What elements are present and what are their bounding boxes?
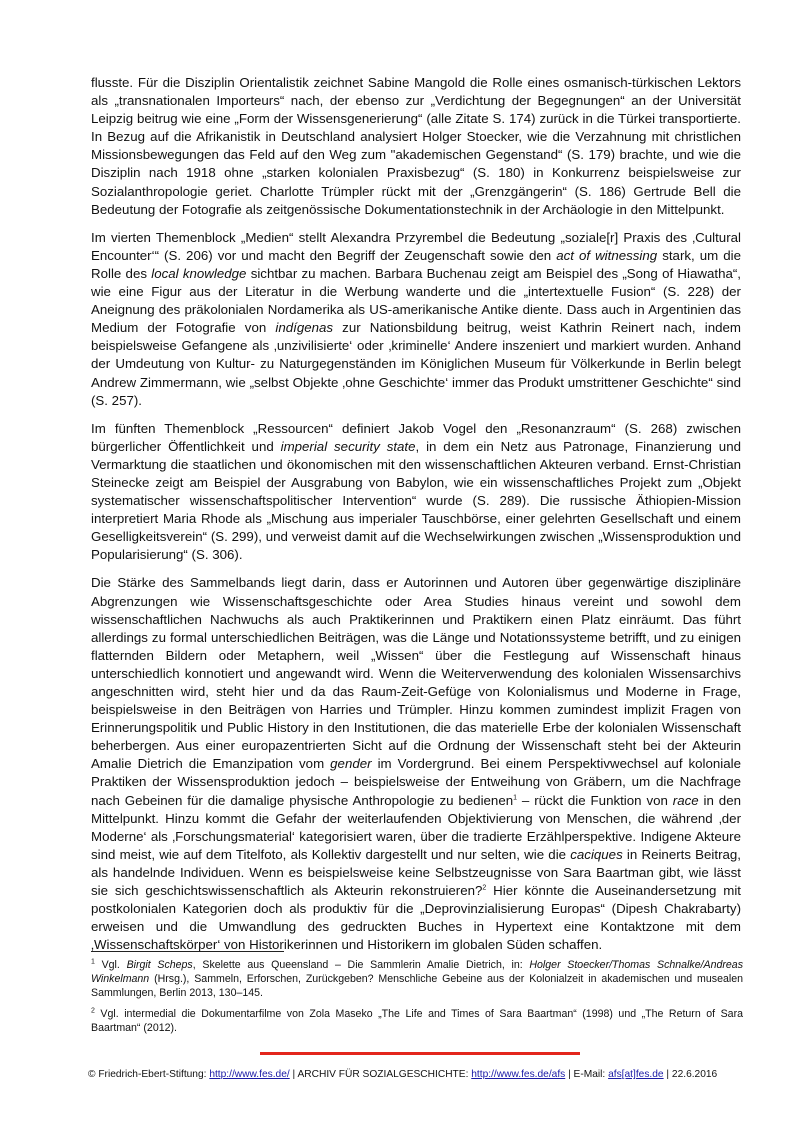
paragraph xyxy=(91,420,741,565)
text-run: Die Stärke des Sammelbands liegt darin, dass er Autorinnen und Autoren über gegenwärtige disziplinäre Abgrenzungen wie Wissenschaftsgeschichte oder Area Studies hinaus vereint und sowohl dem wissenschaftlichen Nachwuchs als auch Praktikerinnen und Praktikern einen Platz einräumt. Das führt allerdings zu formal unterschiedlichen Beiträgen, was die Länge und Notationssysteme betrifft, und zu einigen flatternden Bildern oder Metaphern, weil „Wissen“ über die Festlegung auf Wissenschaft hinaus unterschiedlich konnotiert und angewandt wird. Wenn die Weiterverwendung des kolonialen Wissensarchivs angeschnitten wird, steht hier und da das Raum-Zeit-Gefüge von Kolonialismus und Moderne in Frage, beispielsweise in den Beiträgen von Harries und Trümpler. Hinzu kommen zumindest implizit Fragen von Erinnerungspolitik und Public History in den Institutionen, die das materielle Erbe der kolonialen Wissenschaft beherbergen. Aus einer europazentrierten Sicht auf die Ordnung der Wissenschaft steht bei der Akteurin Amalie Dietrich die Emanzipation vom xyxy=(91,575,741,772)
paragraph xyxy=(91,229,741,410)
footer-archive-label: | ARCHIV FÜR SOZIALGESCHICHTE: xyxy=(289,1069,472,1080)
footnote xyxy=(91,958,743,1001)
footnote xyxy=(91,1007,743,1035)
text-run: Im fünften Themenblock „Ressourcen“ definiert Jakob Vogel den „Resonanzraum“ (S. 268) zwischen bürgerlicher Öffentlichkeit und xyxy=(91,420,741,454)
italic-text: local knowledge xyxy=(151,265,247,281)
text-run: flusste. Für die Disziplin Orientalistik zeichnet Sabine Mangold die Rolle eines osmanisch-türkischen Lektors als „transnationalen Importeurs“ nach, der ebenso zur „Verdichtung der Begegnungen“ an der Universität Leipzig beitrug wie eine „Form der Wissensgenerierung“ (alle Zitate S. 174) zurück in die Türkei transportierte. In Bezug auf die Afrikanistik in Deutschland analysiert Holger Stoecker, wie die Verzahnung mit christlichen Missionsbewegungen das Feld auf den Weg zum "akademischen Gegenstand“ (S. 179) brachte, und wie die Disziplin nach 1918 ohne „starken kolonialen Praxisbezug“ (S. 180) in Konkurrenz beispielsweise zur Sozialanthropologie geriet. Charlotte Trümpler rückt mit der „Grenzgängerin“ (S. 186) Gertrude Bell die Bedeutung der Fotografie als zeitgenössische Dokumentationstechnik in der Archäologie in den Mittelpunkt. xyxy=(91,75,741,217)
text-run: – rückt die Funktion von xyxy=(517,792,673,808)
footer-accent-rule xyxy=(260,1052,580,1055)
italic-text: race xyxy=(672,792,699,808)
text-run: , in dem ein Netz aus Patronage, Finanzierung und Vermarktung die staatlichen und ökonomischen mit den wissenschaftlichen Akteuren verband. Ernst-Christian Steinecke zeigt am Beispiel der Ausgrabung von Babylon, wie ein wissenschaftliches Projekt zum „Objekt systematischer wissenschaftspolitischer Intervention“ wurde (S. 289). Die russische Äthiopien-Mission interpretiert Maria Rhode als „Mischung aus imperialer Tauschbörse, einer gelehrten Gesellschaft und einem Geselligkeitsverein“ (S. 299), und verweist damit auf die Wechselwirkungen zwischen „Wissensproduktion und Popularisierung“ (S. 306). xyxy=(91,438,741,563)
text-run: in Reinerts Beitrag, als handelnde Individuen. Wenn es beispielsweise keine Selbstzeugnisse von Sara Baartman gibt, wie lässt sie sich geschichtswissenschaftlich als Akteurin rekonstruieren? xyxy=(91,846,741,899)
text-run: zur Nationsbildung beitrug, weist Kathrin Reinert nach, indem beispielsweise Gefangene als ‚unzivilisierte‘ oder ‚kriminelle‘ Andere inszeniert und markiert wurden. Anhand der Umdeutung von Kultur- zu Naturgegenständen im Königlichen Museum für Völkerkunde in Berlin belegt Andrew Zimmermann, wie „selbst Objekte ‚ohne Geschichte‘ immer das Produkt umstrittener Geschichte“ sind (S. 257). xyxy=(91,320,741,408)
italic-text: caciques xyxy=(570,846,623,862)
italic-text: indígenas xyxy=(275,320,334,336)
text-run: Hier könnte die Auseinandersetzung mit postkolonialen Kategorien doch als produktiv für die „Deprovinzialisierung Europas“ (Dipesh Chakrabarty) erweisen und die Umwandlung des gedruckten Buches in Hypertext eine Kontaktzone mit dem ‚Wissenschaftskörper‘ von Historikerinnen und Historikern im globalen Süden schaffen. xyxy=(91,883,741,953)
footnote-marker: 1 xyxy=(91,958,95,966)
page-footer xyxy=(88,1068,748,1082)
footnotes xyxy=(91,958,743,1041)
paragraph xyxy=(91,574,741,954)
email-link[interactable]: afs[at]fes.de xyxy=(608,1069,664,1080)
footnote-marker: 2 xyxy=(482,884,487,892)
footnote-separator xyxy=(91,951,284,952)
text-run: , Skelette aus Queensland – Die Sammlerin Amalie Dietrich, in: xyxy=(192,959,530,971)
italic-text: act of witnessing xyxy=(556,247,658,263)
italic-text: Birgit Scheps xyxy=(126,959,193,971)
italic-text: Holger Stoecker/Thomas Schnalke/Andreas Winkelmann xyxy=(91,959,743,986)
fes-link[interactable]: http://www.fes.de/ xyxy=(209,1069,290,1080)
text-run: im Vordergrund. Bei einem Perspektivwechsel auf koloniale Praktiken der Wissensproduktion jedoch – beispielsweise der Entweihung von Gräbern, um die Nachfrage nach Gebeinen für die damalige physische Anthropologie zu bedienen xyxy=(91,756,741,808)
text-run: Vgl. xyxy=(94,959,127,971)
text-run: Im vierten Themenblock „Medien“ stellt Alexandra Przyrembel die Bedeutung „soziale[r] Praxis des ‚Cultural Encounter‘“ (S. 206) vor und macht den Begriff der Zeugenschaft sowie den xyxy=(91,229,741,263)
paragraph xyxy=(91,74,741,219)
text-run: Vgl. intermedial die Dokumentarfilme von Zola Maseko „The Life and Times of Sara Baartman“ (1998) und „The Return of Sara Baartman“ (2012). xyxy=(91,1007,743,1034)
text-run: in den Mittelpunkt. Hinzu kommt die Gefahr der weiterlaufenden Objektivierung von Menschen, die während ‚der Moderne‘ als ‚Forschungsmaterial‘ kategorisiert waren, über die tradierte Erzählperspektive. Indigene Akteure sind meist, wie auf dem Titelfoto, als Kollektiv dargestellt und nur selten, wie die xyxy=(91,792,741,862)
text-run: stark, um die Rolle des xyxy=(91,247,741,281)
text-run: sichtbar zu machen. Barbara Buchenau zeigt am Beispiel des „Song of Hiawatha“, wie eine Figur aus der Literatur in die Werbung wanderte und die „intertextuelle Fusion“ (S. 228) der Aneignung des präkolonialen Nordamerika als US-amerikanische Antike diente. Dass auch in Argentinien das Medium der Fotografie von xyxy=(91,265,741,336)
footnote-marker: 2 xyxy=(91,1007,95,1015)
footer-email-label: | E-Mail: xyxy=(565,1069,609,1080)
footer-date: | 22.6.2016 xyxy=(663,1069,718,1080)
text-run: (Hrsg.), Sammeln, Erforschen, Zurückgeben? Menschliche Gebeine aus der Kolonialzeit in akademischen und musealen Sammlungen, Berlin 2013, 130–145. xyxy=(91,973,743,1000)
italic-text: gender xyxy=(330,756,372,772)
main-text xyxy=(91,74,741,964)
italic-text: imperial security state xyxy=(280,438,416,454)
footnote-marker: 1 xyxy=(513,794,518,802)
afs-link[interactable]: http://www.fes.de/afs xyxy=(471,1069,566,1080)
footer-copyright: © Friedrich-Ebert-Stiftung: xyxy=(88,1069,210,1080)
